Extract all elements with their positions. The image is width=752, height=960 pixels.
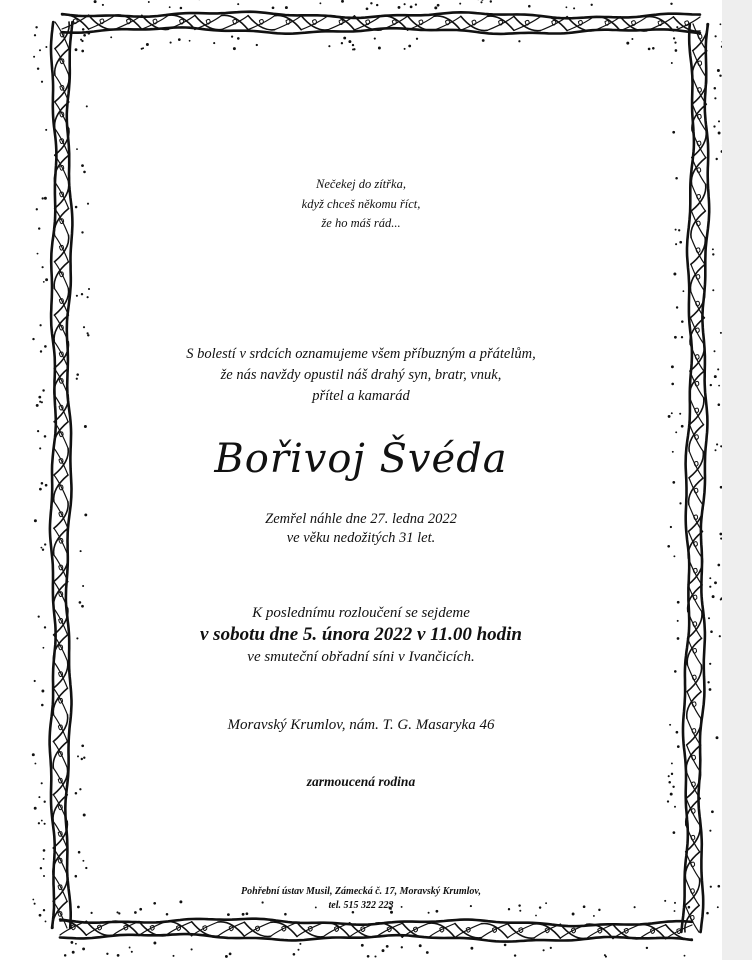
funeral-home-phone: tel. 515 322 223 bbox=[328, 900, 394, 911]
motto-line-1: Nečekej do zítřka, bbox=[316, 177, 406, 191]
funeral-home-address: Pohřební ústav Musil, Zámecká č. 17, Moravský Krumlov, bbox=[241, 886, 481, 897]
family-address: Moravský Krumlov, nám. T. G. Masaryka 46 bbox=[227, 717, 495, 733]
death-date-line: Zemřel náhle dne 27. ledna 2022 bbox=[265, 511, 457, 527]
motto-line-2: když chceš někomu říct, bbox=[301, 197, 421, 211]
funeral-venue: ve smuteční obřadní síni v Ivančicích. bbox=[247, 649, 475, 665]
funeral-date-time: v sobotu dne 5. února 2022 v 11.00 hodin bbox=[200, 624, 522, 645]
announcement-line-2: že nás navždy opustil náš drahý syn, bratr, vnuk, bbox=[220, 367, 502, 383]
announcement-line-1: S bolestí v srdcích oznamujeme všem příbuzným a přátelům, bbox=[186, 346, 536, 362]
deceased-name: Bořivoj Švéda bbox=[214, 436, 508, 482]
death-age-line: ve věku nedožitých 31 let. bbox=[286, 530, 436, 546]
funeral-intro: K poslednímu rozloučení se sejdeme bbox=[252, 605, 470, 621]
signature-family: zarmoucená rodina bbox=[306, 774, 416, 789]
viewer-background bbox=[722, 0, 752, 960]
motto-line-3: že ho máš rád... bbox=[321, 216, 401, 230]
announcement-line-3: přítel a kamarád bbox=[312, 388, 410, 404]
